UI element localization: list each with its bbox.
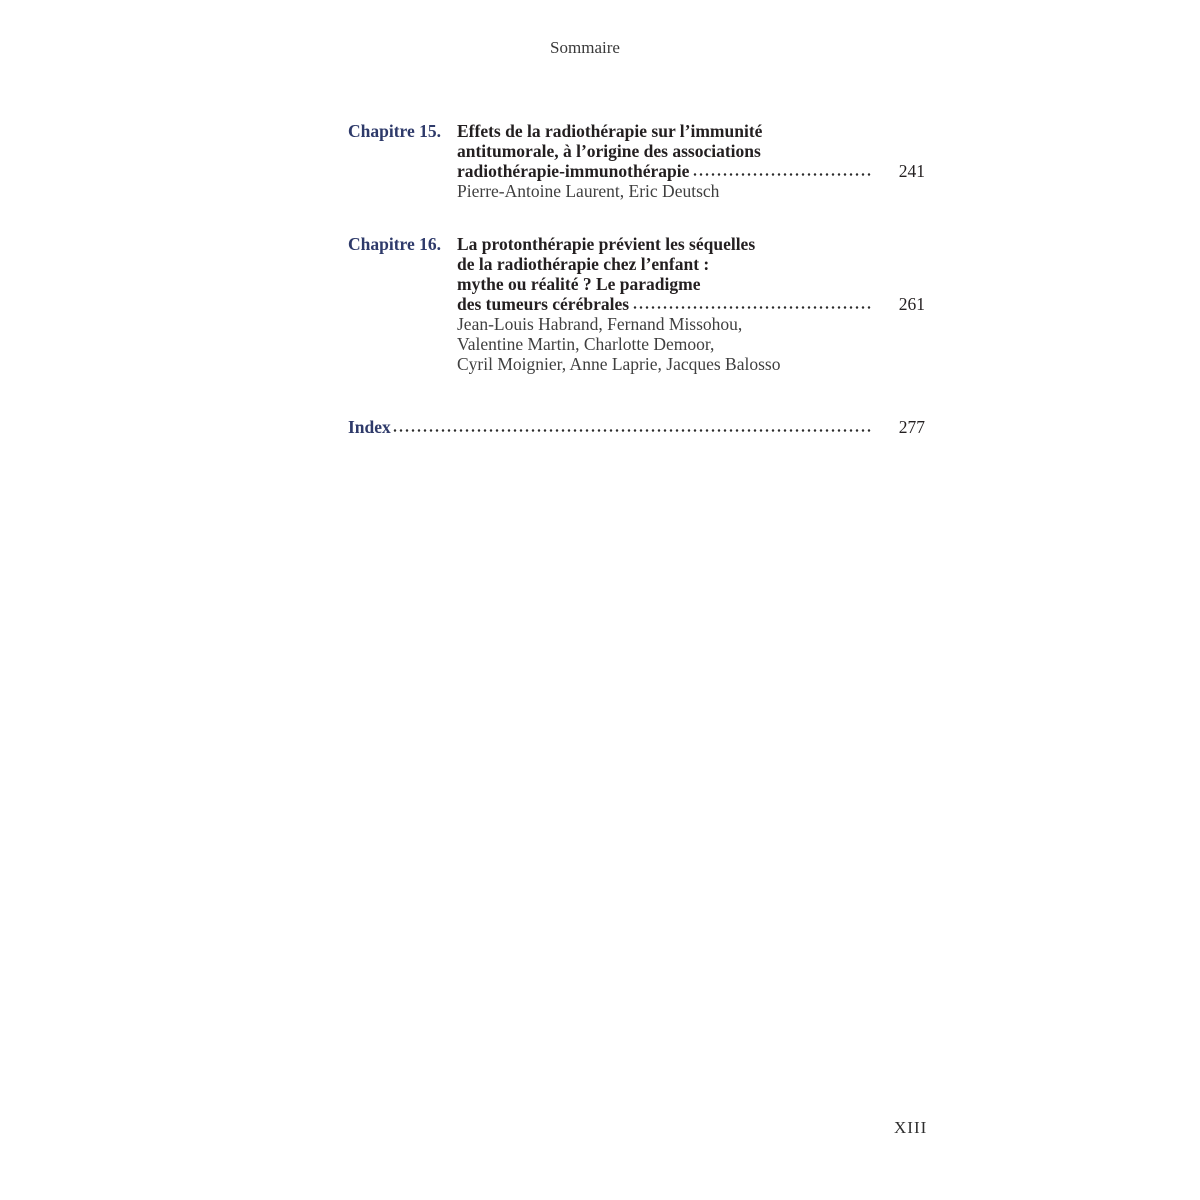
dotted-leader xyxy=(392,417,873,437)
chapter-16-authors-line-1: Jean-Louis Habrand, Fernand Missohou, xyxy=(457,314,743,334)
chapter-16-title-line-1: La protonthérapie prévient les séquelles xyxy=(457,234,756,254)
chapter-16-page-number: 261 xyxy=(898,294,925,314)
chapter-15-title-text: radiothérapie-immunothérapie xyxy=(457,161,690,181)
index-label: Index xyxy=(348,417,391,437)
chapter-16-authors-line-3: Cyril Moignier, Anne Laprie, Jacques Balosso xyxy=(457,354,781,374)
dotted-leader xyxy=(632,294,873,314)
chapter-15-authors: Pierre-Antoine Laurent, Eric Deutsch xyxy=(457,181,720,201)
chapter-16-label: Chapitre 16. xyxy=(348,234,442,254)
chapter-15-label: Chapitre 15. xyxy=(348,121,442,141)
chapter-15-page-number: 241 xyxy=(898,161,925,181)
chapter-15-title-line-1: Effets de la radiothérapie sur l’immunité xyxy=(457,121,763,141)
toc-entry-chapter-16 xyxy=(348,234,925,374)
chapter-16-authors-line-2: Valentine Martin, Charlotte Demoor, xyxy=(457,334,715,354)
folio-page-number: XIII xyxy=(894,1118,928,1137)
index-page-number: 277 xyxy=(898,417,925,437)
table-of-contents xyxy=(348,121,925,437)
chapter-15-title-last-line xyxy=(457,161,925,181)
toc-entry-chapter-15 xyxy=(348,121,925,201)
running-header-title: Sommaire xyxy=(550,38,620,57)
chapter-16-title-text: des tumeurs cérébrales xyxy=(457,294,630,314)
chapter-15-body xyxy=(457,121,925,201)
chapter-16-title-last-line xyxy=(457,294,925,314)
chapter-16-body xyxy=(457,234,925,374)
toc-entry-index xyxy=(348,417,925,437)
dotted-leader xyxy=(692,161,873,181)
chapter-15-title-line-2: antitumorale, à l’origine des associations xyxy=(457,141,761,161)
chapter-16-title-line-2: de la radiothérapie chez l’enfant : xyxy=(457,254,710,274)
chapter-16-title-line-3: mythe ou réalité ? Le paradigme xyxy=(457,274,701,294)
